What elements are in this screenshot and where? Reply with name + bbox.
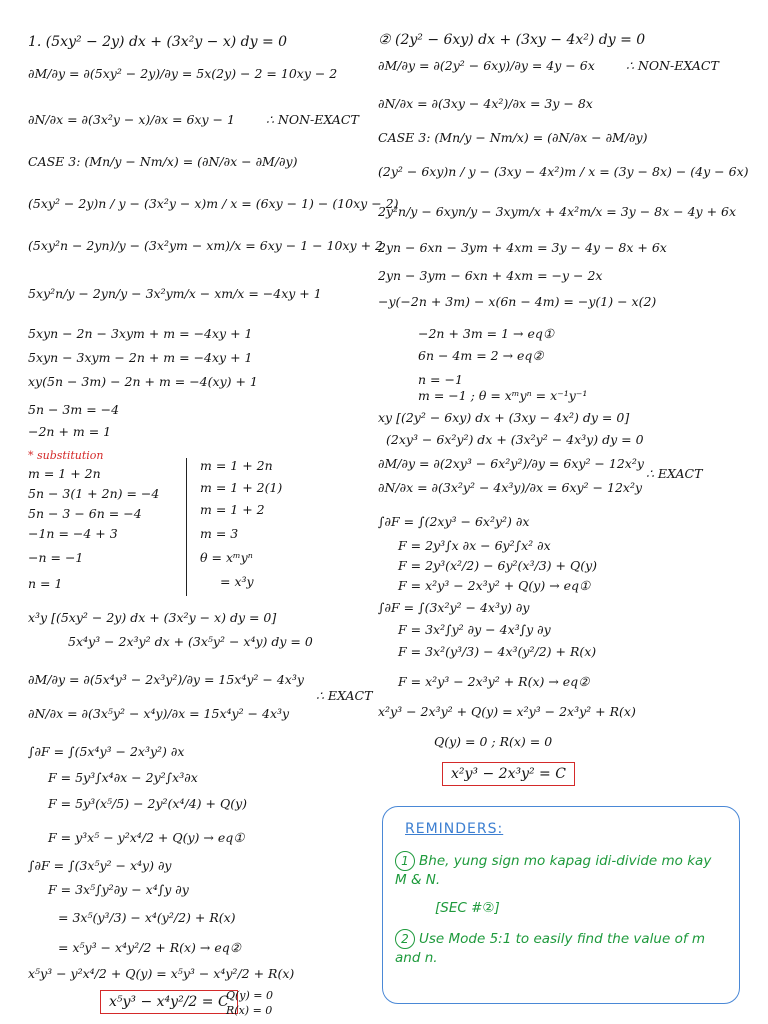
integrate-m-dx: ∫∂F = ∫(5x⁴y³ − 2x³y²) ∂x [28, 744, 185, 759]
p2-step-regrouped: 2yn − 3ym − 6xn + 4xm = −y − 2x [378, 268, 603, 283]
m-step-2: m = 1 + 2(1) [200, 480, 283, 495]
p2-integrate-n-dy: ∫∂F = ∫(3x²y² − 4x³y) ∂y [378, 600, 530, 615]
p2-equate-f: x²y³ − 2x³y² + Q(y) = x²y³ − 2x³y² + R(x) [378, 704, 636, 719]
system-eq-b: −2n + m = 1 [28, 424, 112, 439]
sub-step-2: 5n − 3(1 + 2n) = −4 [28, 486, 160, 501]
p2-step-simplified: 2yn − 6xn − 3ym + 4xm = 3y − 4y − 8x + 6x [378, 240, 667, 255]
problem-1-equation: 1. (5xy² − 2y) dx + (3x²y − x) dy = 0 [28, 34, 288, 50]
p2-n-value: n = −1 [418, 372, 463, 387]
eq2-result: = x⁵y³ − x⁴y²/2 + R(x) → eq② [58, 940, 241, 955]
p2-step-split: 2y²n/y − 6xyn/y − 3xym/x + 4x²m/x = 3y − 8x − 4y + 6x [378, 204, 737, 219]
integral-step-2: F = 5y³(x⁵/5) − 2y²(x⁴/4) + Q(y) [48, 796, 248, 811]
case-3-formula: CASE 3: (Mn/y − Nm/x) = (∂N/∂x − ∂M/∂y) [28, 154, 298, 169]
exact-label: ∴ EXACT [316, 688, 373, 703]
p2-partial-m-dy: ∂M/∂y = ∂(2y² − 6xy)/∂y = 4y − 6x [378, 58, 595, 73]
m-step-1: m = 1 + 2n [200, 458, 273, 473]
p2-exact-label: ∴ EXACT [646, 466, 703, 481]
divider-line [186, 458, 187, 596]
reminder-text-1: Bhe, yung sign mo kapag idi-divide mo kay M & N. [395, 853, 712, 888]
integrating-factor: θ = xᵐyⁿ [200, 550, 253, 565]
reminders-title: REMINDERS: [405, 821, 504, 837]
reminders-box [382, 806, 740, 1004]
p2-eq2-result: F = x²y³ − 2x³y² + R(x) → eq② [398, 674, 590, 689]
reminder-text-2: Use Mode 5:1 to easily find the value of m and n. [395, 931, 706, 966]
p2-q-r-zero: Q(y) = 0 ; R(x) = 0 [434, 734, 553, 749]
p2-case-3-substitution: (2y² − 6xy)n / y − (3xy − 4x²)m / x = (3y − 8x) − (4y − 6x) [378, 164, 749, 179]
q-of-y-zero: Q(y) = 0 [226, 989, 274, 1002]
p2-system-eq-1: −2n + 3m = 1 → eq① [418, 326, 555, 341]
system-eq-a: 5n − 3m = −4 [28, 402, 120, 417]
integral-n-step-1: F = 3x⁵∫y²∂y − x⁴∫y ∂y [48, 882, 189, 897]
p2-new-equation: (2xy³ − 6x²y²) dx + (3x²y² − 4x³y) dy = 0 [386, 432, 644, 447]
eq1-result: F = y³x⁵ − y²x⁴/2 + Q(y) → eq① [48, 830, 245, 845]
p2-non-exact-label: ∴ NON-EXACT [626, 58, 719, 73]
final-answer-1: x⁵y³ − x⁴y²/2 = C [100, 990, 238, 1014]
reminder-number-1: 1 [395, 851, 415, 871]
step-factored: xy(5n − 3m) − 2n + m = −4(xy) + 1 [28, 374, 258, 389]
case-3-substitution: (5xy² − 2y)n / y − (3x²y − x)m / x = (6xy − 1) − (10xy − 2) [28, 196, 399, 211]
sub-step-4: −1n = −4 + 3 [28, 526, 118, 541]
partial-n-dx: ∂N/∂x = ∂(3x²y − x)/∂x = 6xy − 1 [28, 112, 235, 127]
p2-case-3-formula: CASE 3: (Mn/y − Nm/x) = (∂N/∂x − ∂M/∂y) [378, 130, 648, 145]
p2-integral-step-2: F = 2y³(x²/2) − 6y²(x³/3) + Q(y) [398, 558, 598, 573]
step-regrouped: 5xyn − 3xym − 2n + m = −4xy + 1 [28, 350, 253, 365]
r-of-x-zero: R(x) = 0 [226, 1004, 273, 1017]
problem-2-equation: ② (2y² − 6xy) dx + (3xy − 4x²) dy = 0 [378, 32, 646, 48]
p2-multiplied-equation: xy [(2y² − 6xy) dx + (3xy − 4x²) dy = 0] [378, 410, 630, 425]
p2-integrate-m-dx: ∫∂F = ∫(2xy³ − 6x²y²) ∂x [378, 514, 530, 529]
p2-eq1-result: F = x²y³ − 2x³y² + Q(y) → eq① [398, 578, 591, 593]
p2-integral-n-step-2: F = 3x²(y³/3) − 4x³(y²/2) + R(x) [398, 644, 597, 659]
new-partial-n-dx: ∂N/∂x = ∂(3x⁵y² − x⁴y)/∂x = 15x⁴y² − 4x³y [28, 706, 290, 721]
p2-new-partial-n-dx: ∂N/∂x = ∂(3x²y² − 4x³y)/∂x = 6xy² − 12x²y [378, 480, 643, 495]
step-expand: (5xy²n − 2yn)/y − (3x²ym − xm)/x = 6xy − 1 − 10xy + 2 [28, 238, 383, 253]
final-answer-2: x²y³ − 2x³y² = C [442, 762, 575, 786]
reminder-item-2 [395, 929, 725, 968]
partial-m-dy: ∂M/∂y = ∂(5xy² − 2y)/∂y = 5x(2y) − 2 = 10xy − 2 [28, 66, 338, 81]
p2-partial-n-dx: ∂N/∂x = ∂(3xy − 4x²)/∂x = 3y − 8x [378, 96, 593, 111]
p2-step-factored: −y(−2n + 3m) − x(6n − 4m) = −y(1) − x(2) [378, 294, 657, 309]
integrate-n-dy: ∫∂F = ∫(3x⁵y² − x⁴y) ∂y [28, 858, 172, 873]
m-step-3: m = 1 + 2 [200, 502, 265, 517]
non-exact-label: ∴ NON-EXACT [266, 112, 359, 127]
step-split: 5xy²n/y − 2yn/y − 3x²ym/x − xm/x = −4xy + 1 [28, 286, 322, 301]
sub-step-6: n = 1 [28, 576, 63, 591]
p2-m-value-and-factor: m = −1 ; θ = xᵐyⁿ = x⁻¹y⁻¹ [418, 388, 588, 403]
sub-step-5: −n = −1 [28, 550, 84, 565]
substitution-note: * substitution [28, 449, 104, 462]
sub-step-3: 5n − 3 − 6n = −4 [28, 506, 142, 521]
multiplied-equation: x³y [(5xy² − 2y) dx + (3x²y − x) dy = 0] [28, 610, 277, 625]
new-partial-m-dy: ∂M/∂y = ∂(5x⁴y³ − 2x³y²)/∂y = 15x⁴y² − 4x³y [28, 672, 304, 687]
integrating-factor-value: = x³y [220, 574, 254, 589]
p2-system-eq-2: 6n − 4m = 2 → eq② [418, 348, 544, 363]
integral-step-1: F = 5y³∫x⁴∂x − 2y²∫x³∂x [48, 770, 198, 785]
sub-step-1: m = 1 + 2n [28, 466, 101, 481]
reminder-item-1-sub: [SEC #②] [435, 900, 500, 916]
new-equation: 5x⁴y³ − 2x³y² dx + (3x⁵y² − x⁴y) dy = 0 [68, 634, 313, 649]
p2-new-partial-m-dy: ∂M/∂y = ∂(2xy³ − 6x²y²)/∂y = 6xy² − 12x²y [378, 456, 644, 471]
p2-integral-n-step-1: F = 3x²∫y² ∂y − 4x³∫y ∂y [398, 622, 551, 637]
p2-integral-step-1: F = 2y³∫x ∂x − 6y²∫x² ∂x [398, 538, 551, 553]
m-step-4: m = 3 [200, 526, 239, 541]
reminder-number-2: 2 [395, 929, 415, 949]
reminder-item-1 [395, 851, 725, 890]
integral-n-step-2: = 3x⁵(y³/3) − x⁴(y²/2) + R(x) [58, 910, 236, 925]
step-simplified: 5xyn − 2n − 3xym + m = −4xy + 1 [28, 326, 253, 341]
equate-f: x⁵y³ − y²x⁴/2 + Q(y) = x⁵y³ − x⁴y²/2 + R(x) [28, 966, 295, 981]
